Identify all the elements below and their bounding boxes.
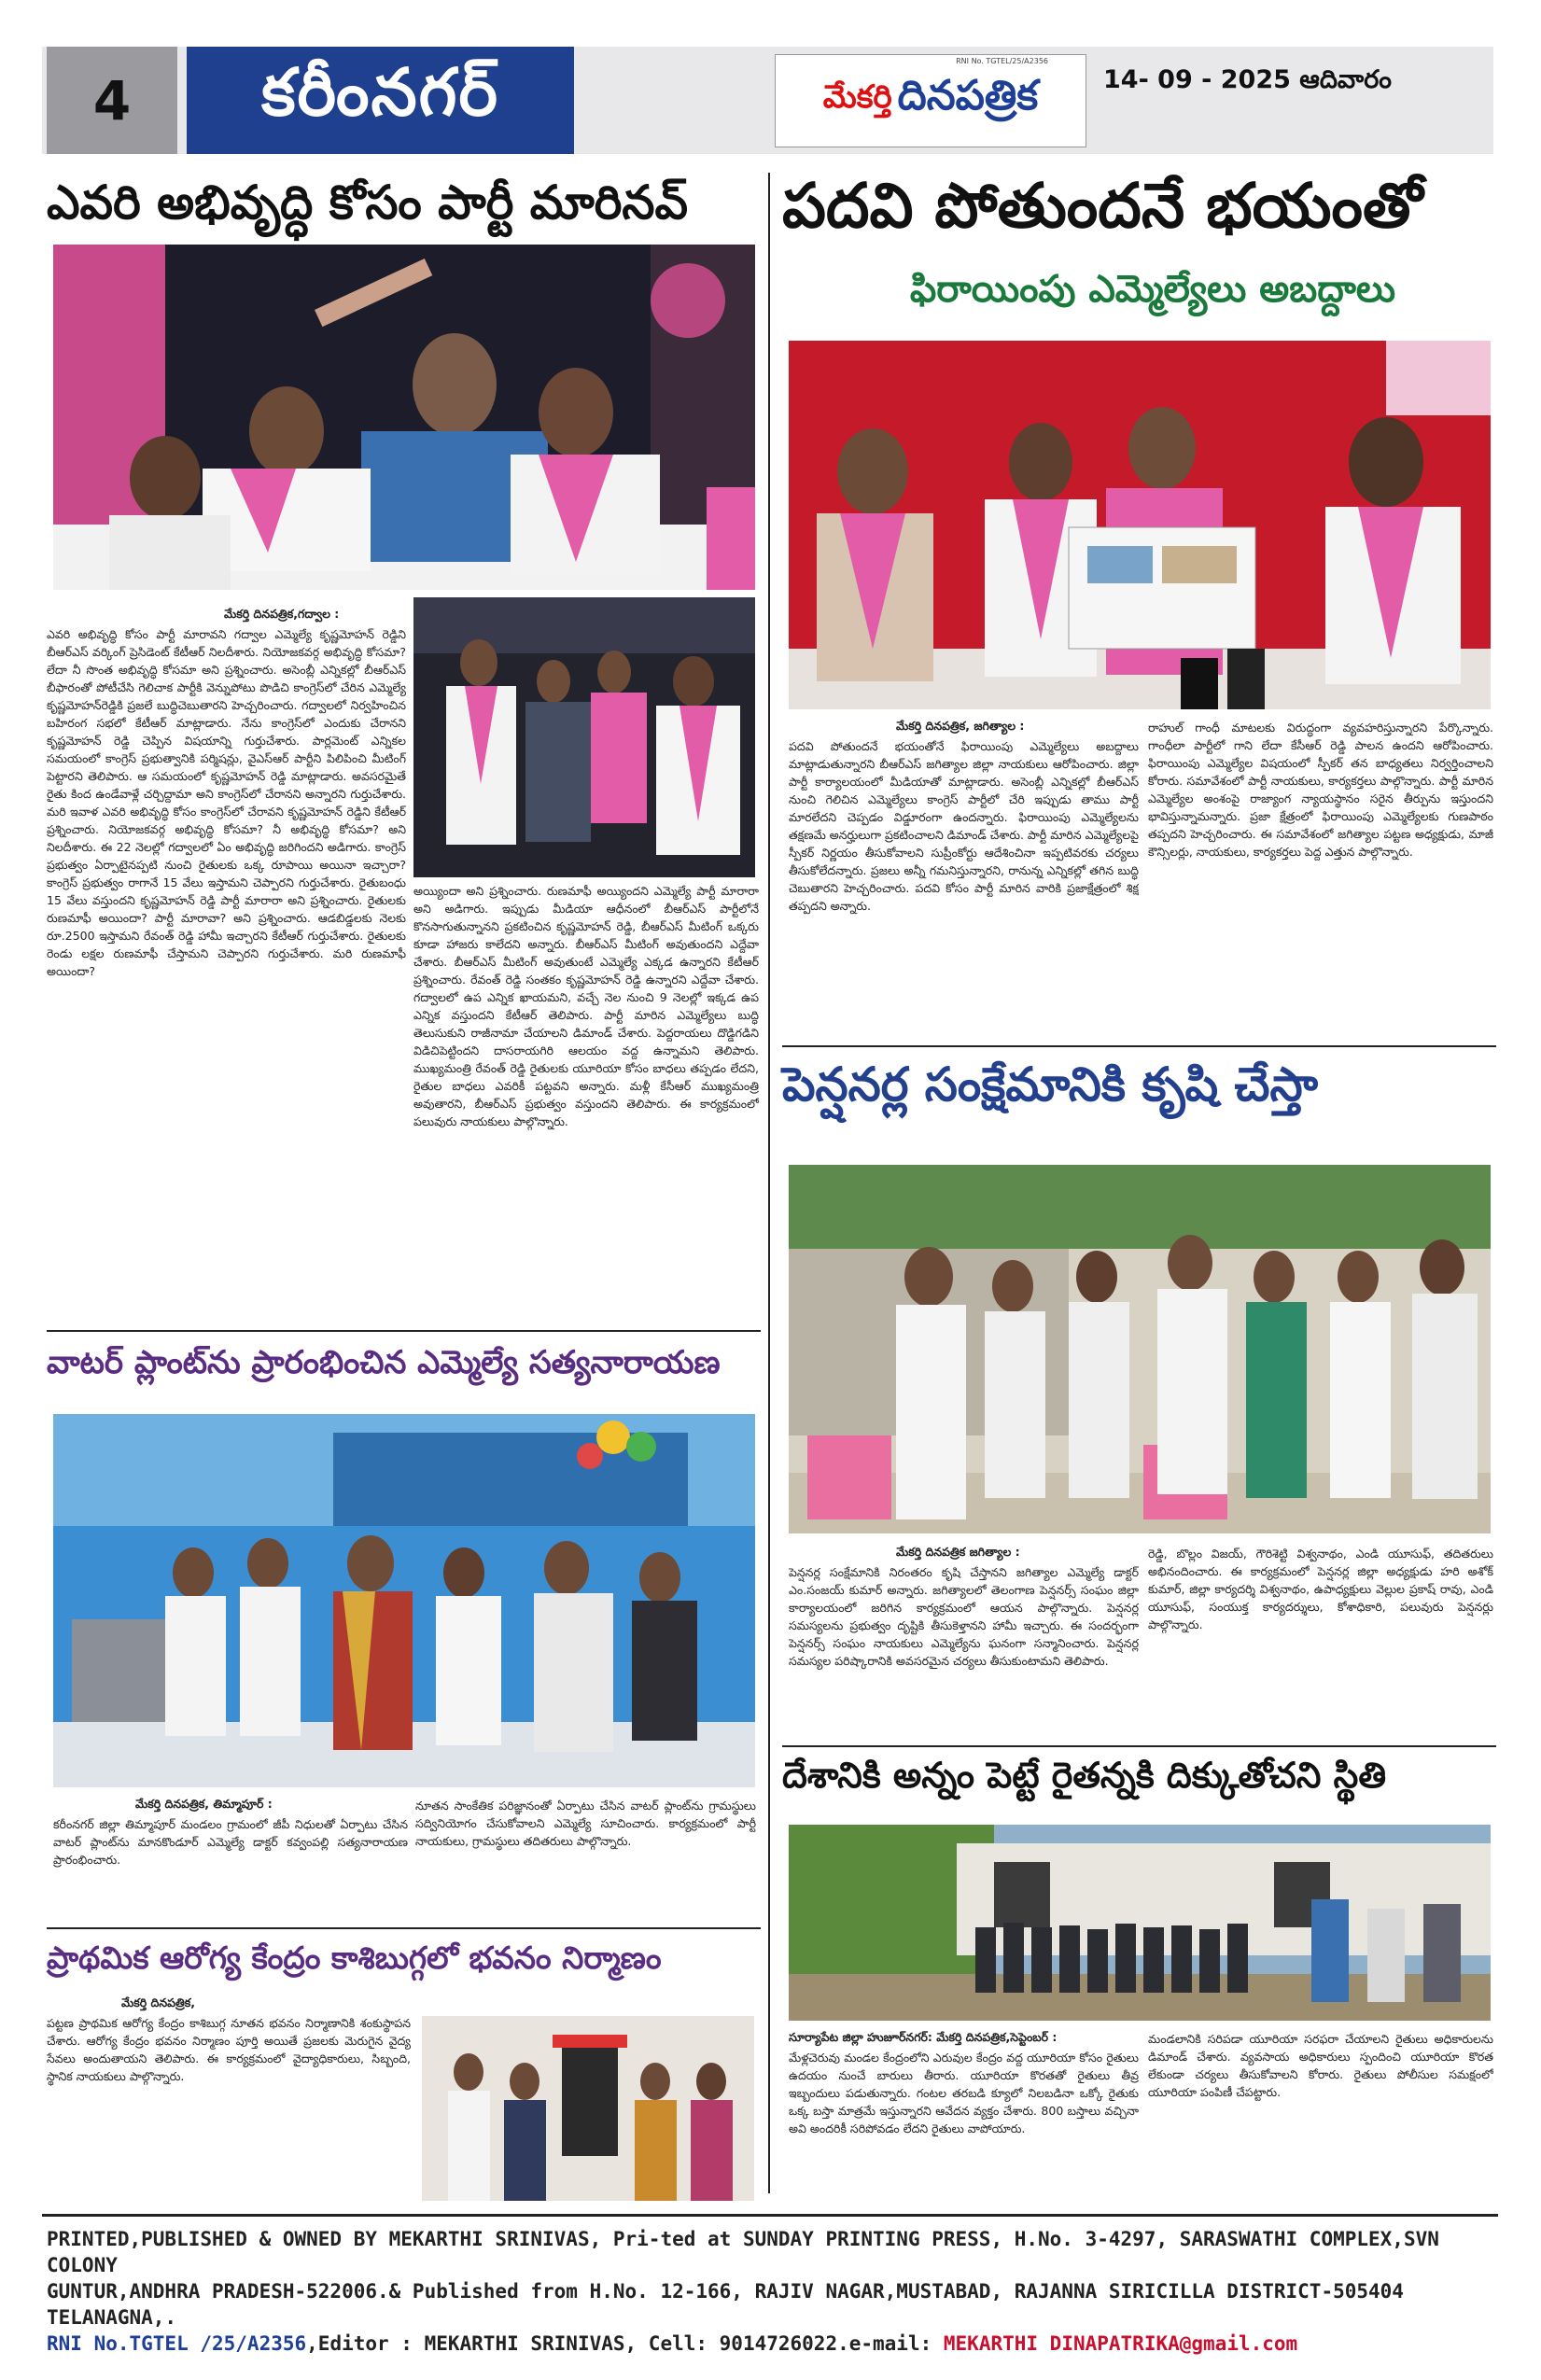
- story3-body-col1: పెన్షనర్ల సంక్షేమానికి నిరంతరం కృషి చేస్తానని జగిత్యాల ఎమ్మెల్యే డాక్టర్ ఎం.సంజయ్ కుమార్ అన్నారు. జగిత్యాలలో తెలంగాణ పెన్షనర్స్ సంఘం జిల్లా కార్యాలయంలో జరిగిన కార్యక్రమంలో ఆయన పాల్గొన్నారు. పెన్షనర్ల సమస్యలను ప్రభుత్వం దృష్టికి తీసుకెళ్తానని హామీ ఇచ్చారు. ఈ సందర్భంగా పెన్షనర్స్ సంఘం నాయకులు ఎమ్మెల్యేను ఘనంగా సన్మానించారు. పెన్షనర్ల సమస్యల పరిష్కారానికి అవసరమైన చర్యలు తీసుకుంటామని తెలిపారు.: [789, 1565, 1139, 1668]
- story1-photo-rally: [53, 245, 755, 590]
- footer-rule: [42, 2214, 1498, 2217]
- story5-body: పట్టణ ప్రాథమిక ఆరోగ్య కేంద్రం కాశిబుగ్గ నూతన భవనం నిర్మాణానికి శంకుస్థాపన చేశారు. ఆరోగ్య కేంద్రం భవనం నిర్మాణం పూర్తి అయితే ప్రజలకు మెరుగైన వైద్య సేవలు అందుతాయని తెలిపారు. ఈ కార్యక్రమంలో వైద్యాధికారులు, సిబ్బంది, స్థానిక నాయకులు పాల్గొన్నారు.: [47, 2016, 411, 2083]
- story2-body-col2: రాహుల్ గాంధీ మాటలకు విరుద్ధంగా వ్యవహరిస్తున్నారని పేర్కొన్నారు. గాంధీలా పార్టీలో గాని లేదా కేసీఆర్ రెడ్డి పాలన ఉందని ఆరోపించారు. ఫిరాయింపు ఎమ్మెల్యేల విషయంలో స్పీకర్ తన బాధ్యతలు నిర్వర్తించాలని కోరారు. సమావేశంలో పార్టీ నాయకులు, కార్యకర్తలు పాల్గొన్నారు. పార్టీ మారిన ఎమ్మెల్యేల అంశంపై రాజ్యాంగ న్యాయస్థానం సరైన తీర్పును ఇస్తుందని భావిస్తున్నామన్నారు. ప్రజా క్షేత్రంలో ఫిరాయింపు ఎమ్మెల్యేలకు గుణపాఠం తప్పదని హెచ్చరించారు. ఈ సమావేశంలో జగిత్యాల పట్టణ అధ్యక్షుడు, మాజీ కౌన్సిలర్లు, నాయకులు, కార్యకర్తలు పెద్ద ఎత్తున పాల్గొన్నారు.: [1148, 721, 1493, 859]
- story4-dateline: మేకర్తి దినపత్రిక, తిమ్మాపూర్ :: [135, 1797, 273, 1811]
- story6-photo: [789, 1825, 1491, 2021]
- rni-number: RNI No.TGTEL /25/A2356: [47, 2332, 307, 2355]
- divider: [47, 1927, 761, 1929]
- district-name: కరీంనగర్: [187, 47, 574, 154]
- imprint-line2: GUNTUR,ANDHRA PRADESH-522006.& Published from H.No. 12-166, RAJIV NAGAR,MUSTABAD, RAJANNA SIRICILLA DISTRICT-505404 TELANAGNA,.: [47, 2280, 1404, 2329]
- story5-dateline: మేకర్తి దినపత్రిక,: [121, 1995, 196, 2009]
- contact-email[interactable]: MEKARTHI DINAPATRIKA@gmail.com: [943, 2332, 1298, 2355]
- story2-headline[interactable]: పదవి పోతుందనే భయంతో: [782, 170, 1423, 242]
- story2-dateline: మేకర్తి దినపత్రిక, జగిత్యాల :: [896, 719, 1025, 733]
- editor-contact: ,Editor : MEKARTHI SRINIVAS, Cell: 9014726022.e-mail:: [306, 2332, 944, 2355]
- divider: [782, 1045, 1496, 1047]
- story5-headline[interactable]: ప్రాథమిక ఆరోగ్య కేంద్రం కాశిబుగ్గలో భవనం నిర్మాణం: [47, 1939, 662, 1976]
- story3-headline[interactable]: పెన్షనర్ల సంక్షేమానికి కృషి చేస్తా: [782, 1057, 1319, 1112]
- imprint-line3: [47, 2331, 1503, 2357]
- story6-body-col2: మండలానికి సరిపడా యూరియా సరఫరా చేయాలని రైతులు అధికారులను డిమాండ్ చేశారు. వ్యవసాయ అధికారులు స్పందించి యూరియా కొరత లేకుండా చర్యలు తీసుకోవాలని కోరారు. రైతులు పోలీసుల సమక్షంలో యూరియా పంపిణీ చేపట్టారు.: [1148, 2032, 1493, 2099]
- story1-photo-greeting: [413, 597, 755, 877]
- story6-body-col1: మేళ్లచెరువు మండల కేంద్రంలోని ఎరువుల కేంద్రం వద్ద యూరియా కోసం రైతులు ఉదయం నుంచే బారులు తీరారు. యూరియా కొరతతో రైతులు తీవ్ర ఇబ్బందులు పడుతున్నారు. గంటల తరబడి క్యూలో నిలబడినా ఒక్కో రైతుకు ఒక్క బస్తా మాత్రమే ఇస్తున్నారని ఆవేదన వ్యక్తం చేశారు. 800 బస్తాలు వచ్చినా అవి అందరికీ సరిపోవడం లేదని రైతులు వాపోయారు.: [789, 2051, 1139, 2135]
- story6-headline[interactable]: దేశానికి అన్నం పెట్టే రైతన్నకి దిక్కుతోచని స్థితి: [782, 1755, 1387, 1796]
- story3-photo: [789, 1165, 1491, 1533]
- story2-subhead[interactable]: ఫిరాయింపు ఎమ్మెల్యేలు అబద్దాలు: [909, 268, 1396, 311]
- story4-body-col1: కరీంనగర్ జిల్లా తిమ్మాపూర్ మండలం గ్రామంలో జీపీ నిధులతో ఏర్పాటు చేసిన వాటర్ ప్లాంట్‌ను మానకొండూర్ ఎమ్మెల్యే డాక్టర్ కవ్వంపల్లి సత్యనారాయణ ప్రారంభించారు.: [53, 1817, 408, 1867]
- divider: [782, 1745, 1496, 1747]
- story4-body-col2: నూతన సాంకేతిక పరిజ్ఞానంతో ఏర్పాటు చేసిన వాటర్ ప్లాంట్‌ను గ్రామస్థులు సద్వినియోగం చేసుకోవాలని ఎమ్మెల్యే సూచించారు. కార్యక్రమంలో పార్టీ నాయకులు, గ్రామస్థులు తదితరులు పాల్గొన్నారు.: [415, 1799, 756, 1848]
- divider: [47, 1330, 761, 1332]
- story3-dateline: మేకర్తి దినపత్రిక జగిత్యాల :: [896, 1545, 1020, 1559]
- masthead-logo[interactable]: [775, 54, 1086, 147]
- logo-regno: RNI No. TGTEL/25/A2356: [956, 57, 1048, 65]
- issue-date: 14- 09 - 2025 ఆదివారం: [1103, 65, 1392, 94]
- story1-headline[interactable]: ఎవరి అభివృద్ధి కోసం పార్టీ మారినవ్: [47, 175, 689, 230]
- logo-prefix: మేకర్తి: [822, 78, 892, 116]
- story4-photo: [53, 1414, 755, 1787]
- column-divider: [768, 173, 770, 2193]
- story1-body-col2: అయ్యిందా అని ప్రశ్నించారు. రుణమాఫీ అయ్యిందని ఎమ్మెల్యే పార్టీ మారారా అని అడిగారు. ఇప్పుడు మీడియా ఆధీనంలో బీఆర్ఎస్ పార్టీలోనే కొనసాగుతున్నానని ప్రకటించిన కృష్ణమోహన్ రెడ్డి, బీఆర్ఎస్ మీటింగ్ ఒక్కరు కూడా హాజరు కాలేదని అన్నారు. బీఆర్ఎస్ మీటింగ్ అవుతుందని ఎద్దేవా చేశారు. బీఆర్ఎస్ మీటింగ్ అవుతుంటే ఎమ్మెల్యే ఎక్కడ ఉన్నారని కేటీఆర్ ప్రశ్నించారు. రేవంత్ రెడ్డి సంతకం కృష్ణమోహన్ రెడ్డి ఉన్నారని ఎద్దేవా చేశారు. గద్వాలలో ఉప ఎన్నిక ఖాయమని, వచ్చే నెల నుంచి 9 నెలల్లో ఇక్కడ ఉప ఎన్నిక వస్తుందని కేటీఆర్ తెలిపారు. పార్టీ మారిన ఎమ్మెల్యేలు బుద్ధి తెలుసుకుని రాజీనామా చేయాలని డిమాండ్ చేశారు. పెద్దరాయలు దొడ్డిగడిని విడిచిపెట్టిందని దాసరాయగిరి ఆలయం వద్ద ఉన్నామని తెలిపారు. ముఖ్యమంత్రి రేవంత్ రెడ్డి రైతులకు యూరియా కోసం బాధలు తప్పడం లేదని, రైతుల బాధలు ఎవరికీ పట్టవని అన్నారు. మళ్లీ కేసీఆర్ ముఖ్యమంత్రి అవుతారని, బీఆర్ఎస్ ప్రభుత్వం వస్తుందని తెలిపారు. ఈ కార్యక్రమంలో పలువురు నాయకులు పాల్గొన్నారు.: [413, 884, 759, 1128]
- logo-name: దినపత్రిక: [897, 72, 1039, 119]
- story3-body-col2: రెడ్డి, బొల్లం విజయ్, గౌరిశెట్టి విశ్వనాథం, ఎండి యూసుఫ్, తదితరులు అభినందించారు. ఈ కార్యక్రమంలో పెన్షనర్ల జిల్లా అధ్యక్షుడు హరి అశోక్ కుమార్, జిల్లా కార్యదర్శి విశ్వనాథం, ఉపాధ్యక్షులు వెల్లుల ప్రకాష్ రావు, ఎండి యూసుఫ్, సంయుక్త కార్యదర్శులు, కోశాధికారి, పలువురు పెన్షనర్లు పాల్గొన్నారు.: [1148, 1547, 1493, 1631]
- story1-body-col1: ఎవరి అభివృద్ధి కోసం పార్టీ మారావని గద్వాల ఎమ్మెల్యే కృష్ణమోహన్ రెడ్డిని బీఆర్ఎస్ వర్కింగ్ ప్రెసిడెంట్ కేటీఆర్ నిలదీశారు. నియోజకవర్గ అభివృద్ధి కోసమా? లేదా నీ సొంత అభివృద్ధి కోసమా అని ప్రశ్నించారు. అసెంబ్లీ ఎన్నికల్లో బీఆర్ఎస్ బీఫారంతో పోటీచేసి గెలిచాక పార్టీకి వెన్నుపోటు పొడిచి కాంగ్రెస్‌లో చేరిన ఎమ్మెల్యే కృష్ణమోహన్‌రెడ్డికి ప్రజలే బుద్ధిచెబుతారని హెచ్చరించారు. గద్వాలలో నిర్వహించిన బహిరంగ సభలో కేటీఆర్ మాట్లాడారు. నేను కాంగ్రెస్‌లో ఎందుకు చేరానని కృష్ణమోహన్ రెడ్డి చెప్పిన విషయాన్ని గుర్తుచేశారు. పార్లమెంట్ ఎన్నికల సమయంలో కాంగ్రెస్ ప్రభుత్వానికి పర్మిషన్లు, వైఎస్ఆర్ పార్టీని పిలిపించి మీటింగ్ పెట్టారని తెలిపారు. ఆ సమయంలో కృష్ణమోహన్ రెడ్డి మాట్లాడారు. అవసరమైతే రైతు కింద ఉండేవాళ్లే చర్చిద్దామా అని కాంగ్రెస్‌లో చేరానని అన్నారని గుర్తుచేశారు. మరి ఇవాళ ఎవరి అభివృద్ధి కోసం కాంగ్రెస్‌లో చేరావని కృష్ణమోహన్ రెడ్డిని కేటీఆర్ ప్రశ్నించారు. నియోజకవర్గ అభివృద్ధి కోసమా? నీ అభివృద్ధి కోసమా? అని నిలదీశారు. ఈ 22 నెలల్లో గద్వాలలో ఏం అభివృద్ధి జరిగిందని అడిగారు. కాంగ్రెస్ ప్రభుత్వం ఏర్పాటైనప్పటి నుంచి రైతులకు ఒక్క రూపాయి అయినా ఇచ్చారా? కాంగ్రెస్ ప్రభుత్వం రాగానే 15 వేలు ఇస్తామని చెప్పారని గుర్తుచేశారు. రైతుబంధు 15 వేలు వస్తుందని కృష్ణమోహన్ రెడ్డి పార్టీ మారారా అని ప్రశ్నించారు. రైతులకు రుణమాఫీ అయిందా? పార్టీ మారావా? అని ప్రశ్నించారు. ఆడబిడ్డలకు నెలకు రూ.2500 ఇస్తామని రేవంత్ రెడ్డి హామీ ఇచ్చారని కేటీఆర్ గుర్తుచేశారు. రైతులకు రెండు లక్షల రుణమాఫీ చేస్తామని చెప్పారని గుర్తుచేశారు. మరి రుణమాఫీ అయిందా?: [47, 627, 406, 978]
- story5-photo: [422, 2016, 754, 2201]
- story2-photo: [789, 341, 1491, 709]
- story6-dateline: సూర్యాపేట జిల్లా హుజూర్‌నగర్: మేకర్తి దినపత్రిక,సెప్టెంబర్ :: [789, 2030, 1058, 2044]
- imprint-line1: PRINTED,PUBLISHED & OWNED BY MEKARTHI SRINIVAS, Pri-ted at SUNDAY PRINTING PRESS, H.No. 3-4297, SARASWATHI COMPLEX,SVN COLONY: [47, 2228, 1439, 2276]
- imprint-footer: [47, 2226, 1503, 2357]
- story4-headline[interactable]: వాటర్ ప్లాంట్‌ను ప్రారంభించిన ఎమ్మెల్యే సత్యనారాయణ: [47, 1344, 721, 1381]
- story2-body-col1: పదవి పోతుందనే భయంతోనే ఫిరాయింపు ఎమ్మెల్యేలు అబద్దాలు మాట్లాడుతున్నారని బీఆర్ఎస్ జగిత్యాల జిల్లా నాయకులు ఆరోపించారు. జిల్లా పార్టీ కార్యాలయంలో మీడియాతో మాట్లాడారు. అసెంబ్లీ ఎన్నికల్లో బీఆర్ఎస్ నుంచి గెలిచిన ఎమ్మెల్యేలు కాంగ్రెస్ పార్టీలో చేరి ఇప్పుడు తాము పార్టీ మారలేదని చెప్పడం విడ్డూరంగా ఉందన్నారు. ఫిరాయింపు ఎమ్మెల్యేలను తక్షణమే అనర్హులుగా ప్రకటించాలని డిమాండ్ చేశారు. పార్టీ మారిన ఎమ్మెల్యేలపై స్పీకర్ నిర్ణయం తీసుకోవాలని సుప్రీంకోర్టు ఆదేశించినా ఇప్పటివరకు చర్యలు తీసుకోలేదన్నారు. ప్రజలు అన్నీ గమనిస్తున్నారని, రానున్న ఎన్నికల్లో తగిన బుద్ధి చెబుతారని హెచ్చరించారు. పదవి కోసం పార్టీ మారిన వారికి ప్రజాక్షేత్రంలో శిక్ష తప్పదని అన్నారు.: [789, 739, 1139, 913]
- page-number: 4: [47, 47, 177, 154]
- story1-dateline: మేకర్తి దినపత్రిక,గద్వాల :: [224, 607, 340, 621]
